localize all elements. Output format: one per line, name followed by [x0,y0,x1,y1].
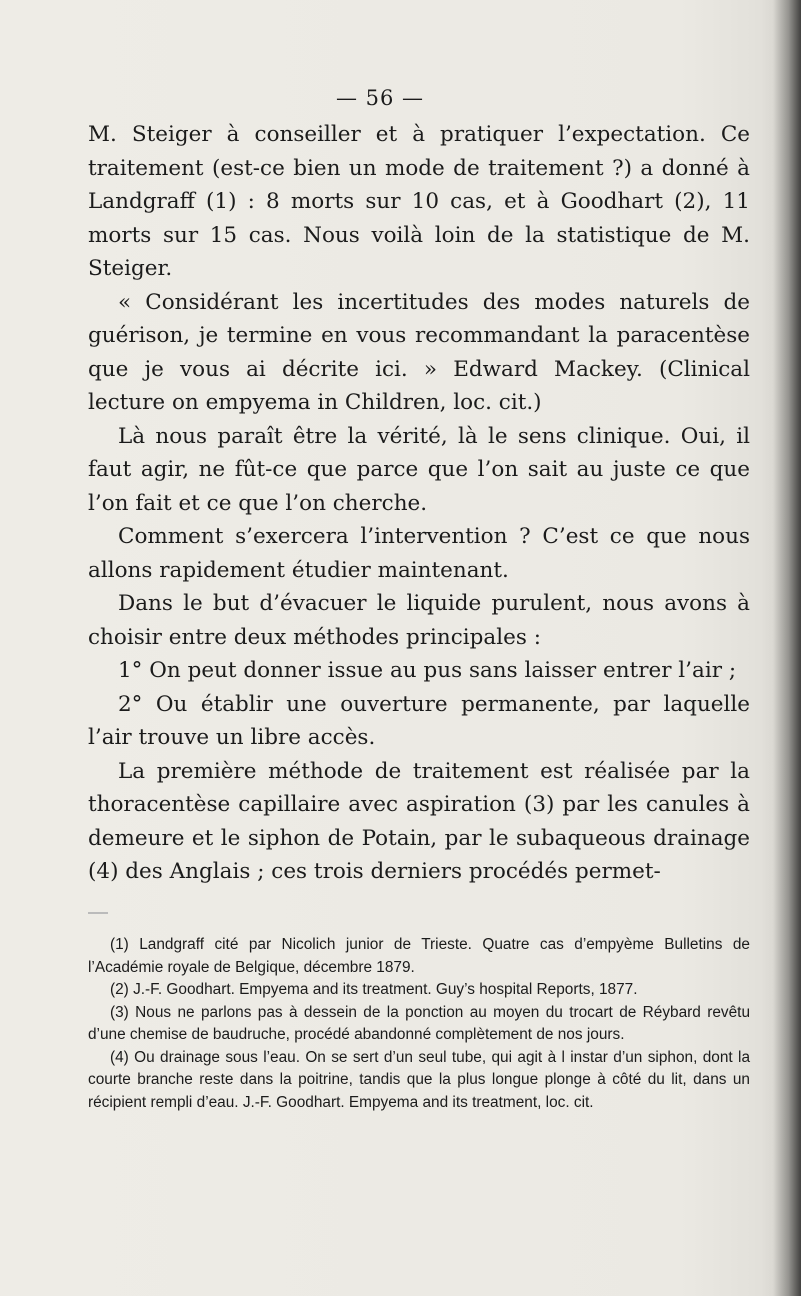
paragraph: « Considérant les incertitudes des modes naturels de guérison, je termine en vous recommandant la paracentèse que je vous ai décrite ici. » Edward Mackey. (Clinical lecture on empyema in Children, loc. cit.) [88,289,750,415]
footnote-separator [88,912,108,914]
paragraph: Comment s’exercera l’intervention ? C’est ce que nous allons rapidement étudier maintenant. [88,524,750,583]
footnote: (1) Landgraff cité par Nicolich junior de Trieste. Quatre cas d’empyème Bulletins de l’Académie royale de Belgique, décembre 1879. [88,936,750,976]
footnote: (3) Nous ne parlons pas à dessein de la ponction au moyen du trocart de Réybard revêtu d’une chemise de baudruche, procédé abandonné complètement de nos jours. [88,1003,750,1043]
page-binding-edge [773,0,801,1296]
paragraph: M. Steiger à conseiller et à pratiquer l’expectation. Ce traitement (est-ce bien un mode de traitement ?) a donné à Landgraff (1) : 8 morts sur 10 cas, et à Goodhart (2), 11 morts sur 15 cas. Nous voilà loin de la statistique de M. Steiger. [88,122,750,281]
footnotes [88,934,750,1114]
paragraph: Dans le but d’évacuer le liquide purulent, nous avons à choisir entre deux méthodes principales : [88,591,750,650]
footnote: (2) J.-F. Goodhart. Empyema and its treatment. Guy’s hospital Reports, 1877. [110,981,638,998]
paragraph: Là nous paraît être la vérité, là le sens clinique. Oui, il faut agir, ne fût-ce que parce que l’on sait au juste ce que l’on fait et ce que l’on cherche. [88,423,750,516]
page-number: — 56 — [335,86,425,110]
list-item: 2° Ou établir une ouverture permanente, par laquelle l’air trouve un libre accès. [88,691,750,750]
list-item: 1° On peut donner issue au pus sans laisser entrer l’air ; [118,658,737,683]
body-text [88,118,750,889]
paragraph: La première méthode de traitement est réalisée par la thoracentèse capillaire avec aspiration (3) par les canules à demeure et le siphon de Potain, par le subaqueous drainage (4) des Anglais ; ces trois derniers procédés permet- [88,758,750,884]
footnote: (4) Ou drainage sous l’eau. On se sert d’un seul tube, qui agit à l instar d’un siphon, dont la courte branche reste dans la poitrine, tandis que la plus longue plonge à côté du lit, dans un récipient rempli d’eau. J.-F. Goodhart. Empyema and its treatment, loc. cit. [88,1048,750,1111]
